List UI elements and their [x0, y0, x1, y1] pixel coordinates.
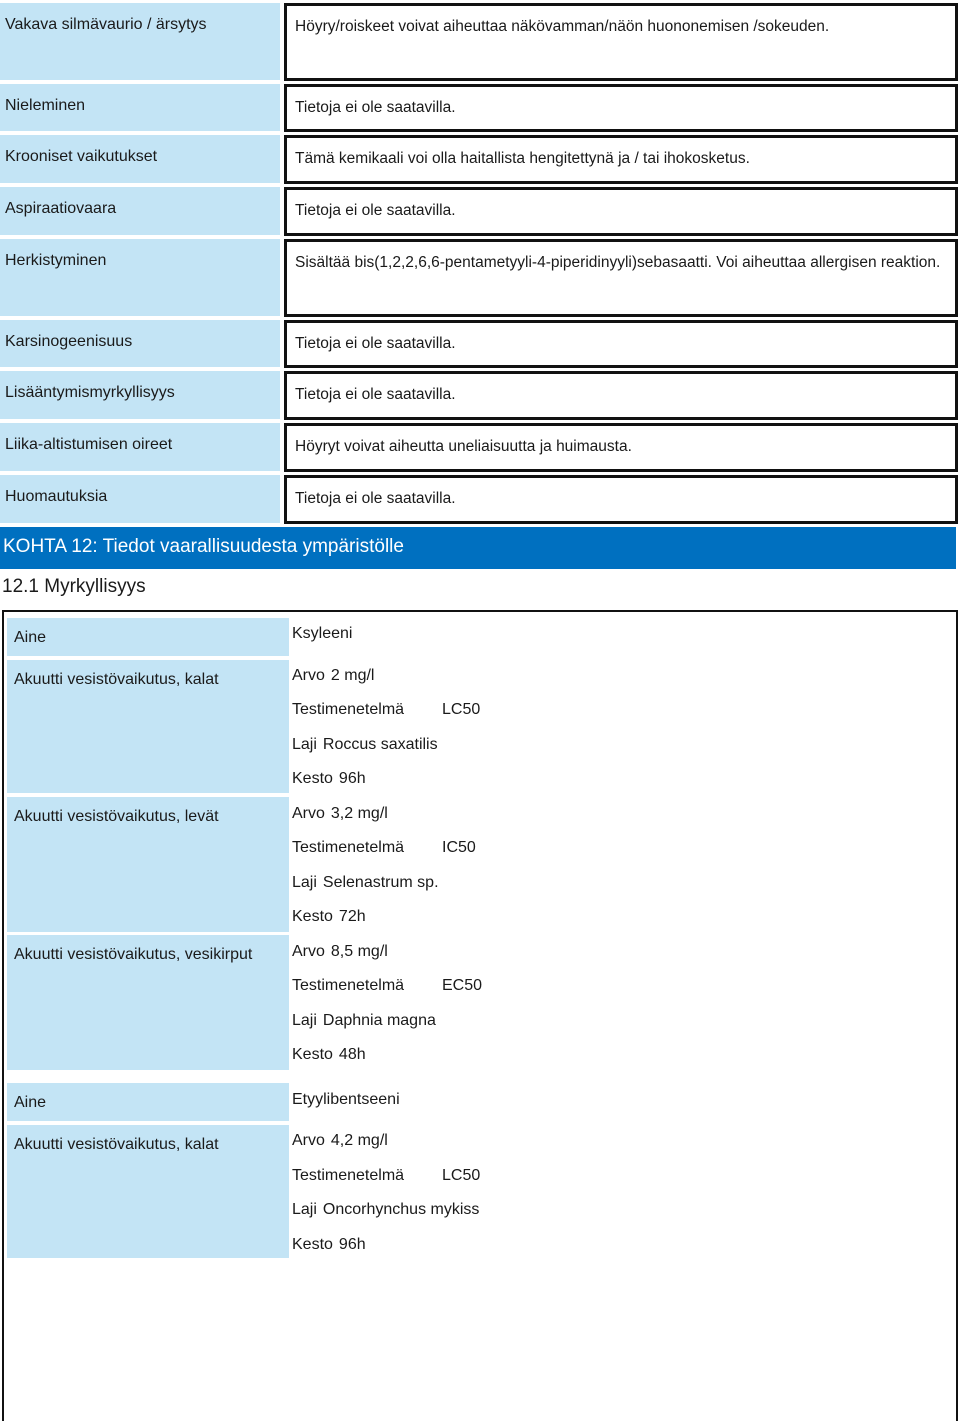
row-value-carcinogenicity: Tietoja ei ole saatavilla. — [284, 320, 958, 368]
row-label-remarks: Huomautuksia — [0, 475, 280, 523]
effect-arvo-row — [292, 804, 388, 824]
laji-key: Laji — [292, 736, 317, 753]
method-value: EC50 — [442, 977, 483, 994]
laji-key: Laji — [292, 1201, 317, 1218]
substance-name: Ksyleeni — [292, 625, 353, 642]
method-value: IC50 — [442, 839, 476, 856]
effect-kesto-row — [292, 769, 366, 789]
kesto-value: 72h — [338, 908, 366, 925]
kesto-value: 96h — [338, 770, 366, 787]
section-header: KOHTA 12: Tiedot vaarallisuudesta ympäristölle — [0, 527, 956, 569]
arvo-value: 2 mg/l — [330, 667, 375, 684]
effect-kesto-row — [292, 907, 366, 927]
arvo-value: 3,2 mg/l — [330, 805, 388, 822]
method-key: Testimenetelmä — [292, 839, 405, 856]
effect-laji-row — [292, 1200, 479, 1220]
effect-kesto-row — [292, 1235, 366, 1255]
row-label-eye-damage: Vakava silmävaurio / ärsytys — [0, 3, 280, 80]
effect-arvo-row — [292, 942, 388, 962]
row-label-chronic-effects: Krooniset vaikutukset — [0, 135, 280, 183]
kesto-key: Kesto — [292, 1236, 333, 1253]
laji-value: Daphnia magna — [322, 1012, 436, 1029]
row-label-overexposure-symptoms: Liika-altistumisen oireet — [0, 423, 280, 471]
row-value-chronic-effects: Tämä kemikaali voi olla haitallista hengitettynä ja / tai ihokosketus. — [284, 135, 958, 184]
laji-value: Roccus saxatilis — [322, 736, 438, 753]
effect-method-row — [292, 1166, 480, 1186]
row-value-ingestion: Tietoja ei ole saatavilla. — [284, 84, 958, 132]
row-label-aspiration: Aspiraatiovaara — [0, 187, 280, 235]
row-value-remarks: Tietoja ei ole saatavilla. — [284, 475, 958, 524]
arvo-key: Arvo — [292, 667, 325, 684]
effect-laji-row — [292, 873, 439, 893]
row-label-ingestion: Nieleminen — [0, 84, 280, 131]
effect-method-row — [292, 700, 480, 720]
row-value-aspiration: Tietoja ei ole saatavilla. — [284, 187, 958, 236]
method-value: LC50 — [442, 1167, 481, 1184]
substance-label: Aine — [7, 1083, 289, 1121]
row-value-reproductive-toxicity: Tietoja ei ole saatavilla. — [284, 371, 958, 420]
kesto-value: 48h — [338, 1046, 366, 1063]
method-key: Testimenetelmä — [292, 1167, 405, 1184]
row-label-reproductive-toxicity: Lisääntymismyrkyllisyys — [0, 371, 280, 419]
effect-laji-row — [292, 735, 438, 755]
row-value-eye-damage: Höyry/roiskeet voivat aiheuttaa näkövamman/näön huononemisen /sokeuden. — [284, 3, 958, 81]
effect-label: Akuutti vesistövaikutus, kalat — [7, 660, 289, 793]
method-key: Testimenetelmä — [292, 701, 405, 718]
effect-method-row — [292, 838, 476, 858]
effect-label: Akuutti vesistövaikutus, levät — [7, 797, 289, 932]
row-label-sensitization: Herkistyminen — [0, 239, 280, 316]
laji-value: Selenastrum sp. — [322, 874, 439, 891]
laji-key: Laji — [292, 1012, 317, 1029]
substance-label: Aine — [7, 618, 289, 656]
laji-key: Laji — [292, 874, 317, 891]
effect-label: Akuutti vesistövaikutus, vesikirput — [7, 935, 289, 1070]
effect-arvo-row — [292, 1131, 388, 1151]
method-value: LC50 — [442, 701, 481, 718]
arvo-key: Arvo — [292, 1132, 325, 1149]
effect-label: Akuutti vesistövaikutus, kalat — [7, 1125, 289, 1258]
substance-name: Etyylibentseeni — [292, 1091, 400, 1108]
method-key: Testimenetelmä — [292, 977, 405, 994]
laji-value: Oncorhynchus mykiss — [322, 1201, 480, 1218]
effect-arvo-row — [292, 666, 374, 686]
effect-kesto-row — [292, 1045, 366, 1065]
effect-method-row — [292, 976, 482, 996]
arvo-key: Arvo — [292, 805, 325, 822]
kesto-key: Kesto — [292, 770, 333, 787]
arvo-value: 8,5 mg/l — [330, 943, 388, 960]
kesto-key: Kesto — [292, 908, 333, 925]
row-value-sensitization: Sisältää bis(1,2,2,6,6-pentametyyli-4-piperidinyyli)sebasaatti. Voi aiheuttaa allergisen reaktion. — [284, 239, 958, 317]
kesto-value: 96h — [338, 1236, 366, 1253]
arvo-value: 4,2 mg/l — [330, 1132, 388, 1149]
subsection-title: 12.1 Myrkyllisyys — [2, 576, 146, 597]
arvo-key: Arvo — [292, 943, 325, 960]
effect-laji-row — [292, 1011, 436, 1031]
row-value-overexposure-symptoms: Höyryt voivat aiheutta uneliaisuutta ja huimausta. — [284, 423, 958, 472]
row-label-carcinogenicity: Karsinogeenisuus — [0, 320, 280, 367]
kesto-key: Kesto — [292, 1046, 333, 1063]
